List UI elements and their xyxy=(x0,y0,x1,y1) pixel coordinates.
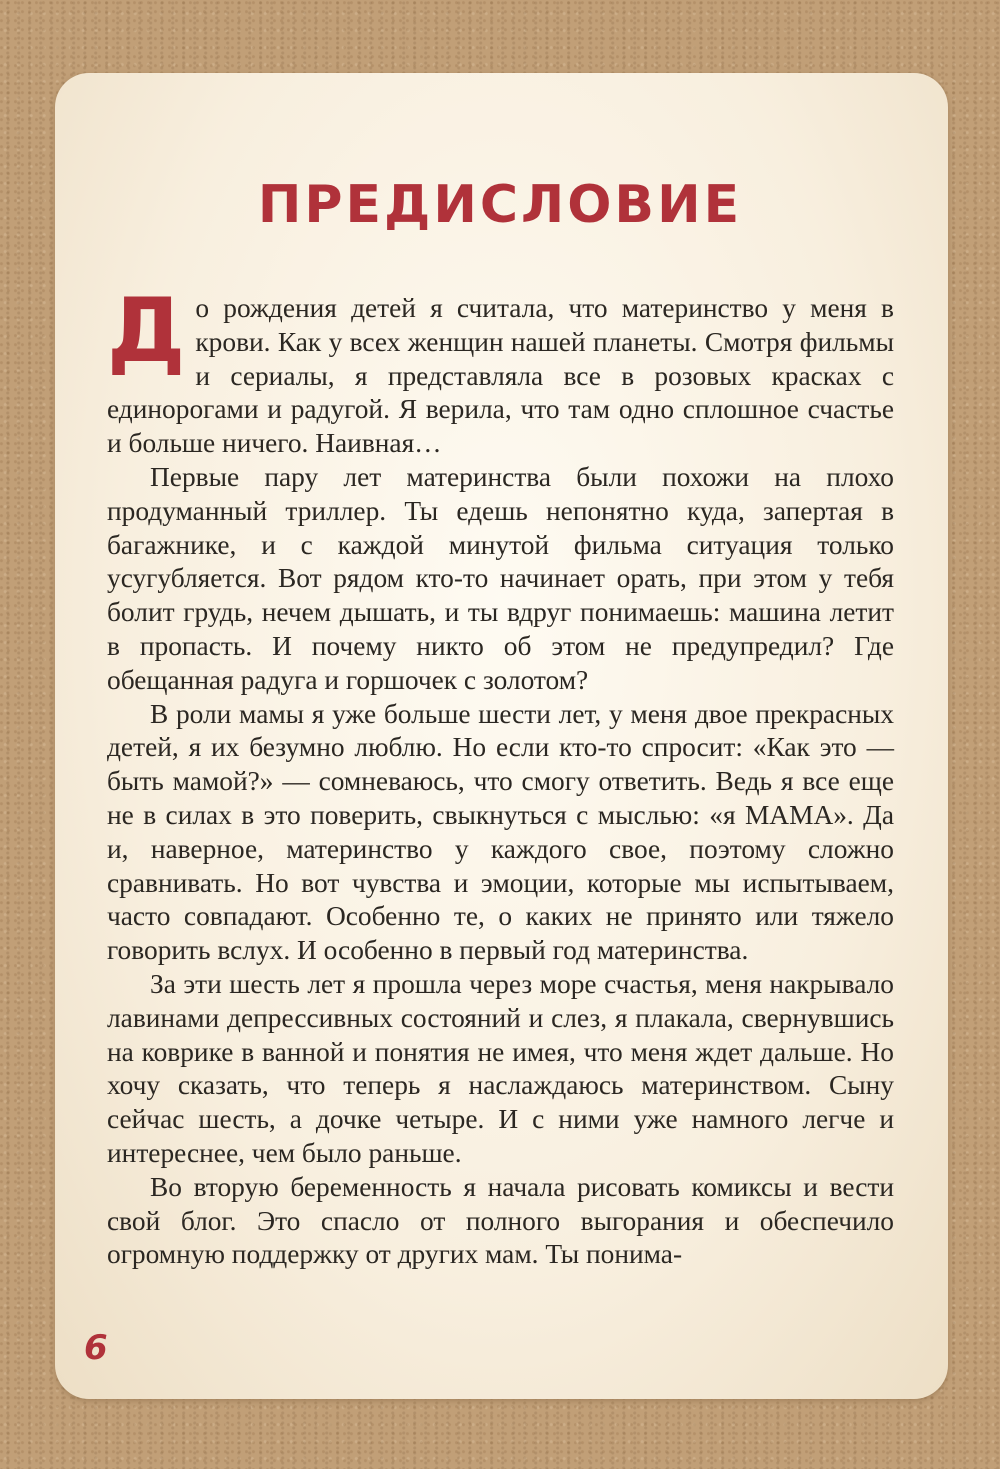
paragraph-5: Во вторую беременность я начала рисовать комиксы и вести свой блог. Это спасло от полного выгорания и обеспечило огромную поддержку от других мам. Ты понима- xyxy=(107,1171,894,1270)
drop-cap: Д xyxy=(107,279,186,382)
paragraph-1 xyxy=(107,279,894,461)
paragraph-3: В роли мамы я уже больше шести лет, у меня двое прекрасных детей, я их безумно люблю. Но если кто-то спросит: «Как это — быть мамой?» — сомневаюсь, что смогу ответить. Ведь я все еще не в силах в это поверить, свыкнуться с мыслью: «я МАМА». Да и, наверное, материнство у каждого свое, поэтому сложно сравнивать. Но вот чувства и эмоции, которые мы испытываем, часто совпадают. Особенно те, о каких не принято или тяжело говорить вслух. И особенно в первый год материнства. xyxy=(107,698,894,966)
page-number: 6 xyxy=(84,1328,108,1368)
paragraph-2: Первые пару лет материнства были похожи на плохо продуманный триллер. Ты едешь непонятно куда, запертая в багажнике, и с каждой минутой фильма ситуация только усугубляется. Вот рядом кто-то начинает орать, при этом у тебя болит грудь, нечем дышать, и ты вдруг понимаешь: машина летит в пропасть. И почему никто об этом не предупредил? Где обещанная радуга и горшочек с золотом? xyxy=(107,461,894,695)
body-text xyxy=(107,279,894,1272)
page-title: ПРЕДИСЛОВИЕ xyxy=(257,175,743,235)
paragraph-4: За эти шесть лет я прошла через море счастья, меня накрывало лавинами депрессивных состояний и слез, я плакала, свернувшись на коврике в ванной и понятия не имея, что меня ждет дальше. Но хочу сказать, что теперь я наслаждаюсь материнством. Сыну сейчас шесть, а дочке четыре. И с ними уже намного легче и интереснее, чем было раньше. xyxy=(107,968,894,1168)
paragraph-1-text: о рождения детей я считала, что материнство у меня в крови. Как у всех женщин нашей планеты. Смотря фильмы и сериалы, я представляла все в розовых красках с единорогами и радугой. Я верила, что там одно сплошное счастье и больше ничего. Наивная… xyxy=(107,293,894,459)
